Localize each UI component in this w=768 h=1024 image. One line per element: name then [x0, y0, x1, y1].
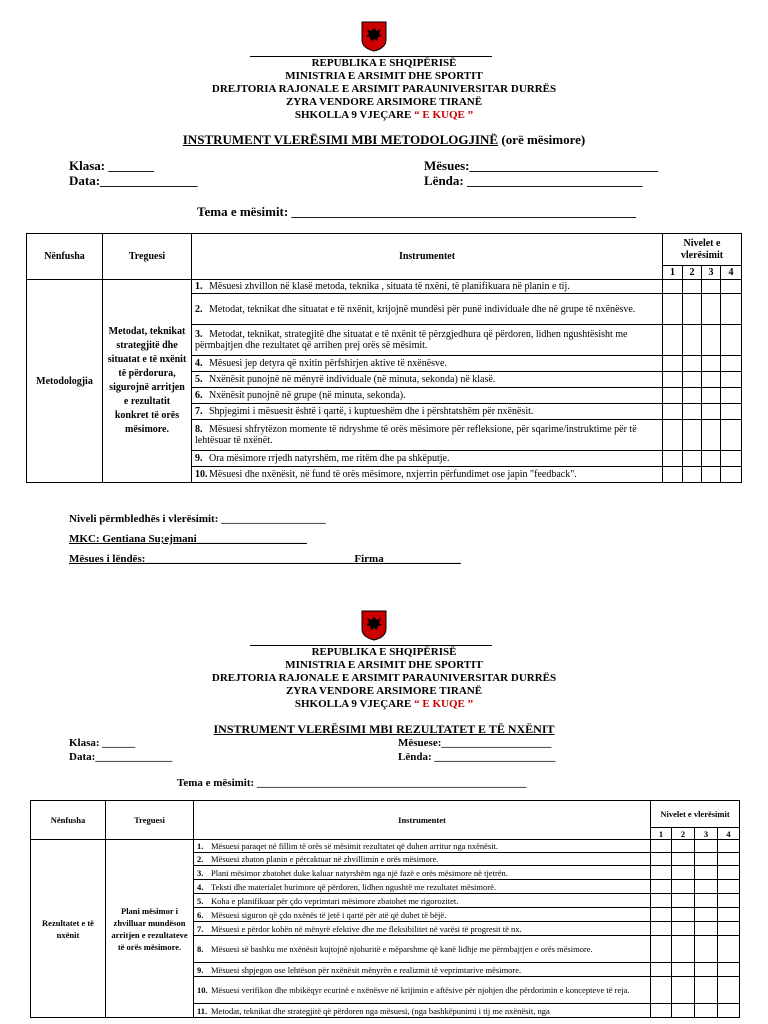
instrument-item: [194, 977, 651, 1004]
rating-cell-4[interactable]: [721, 280, 742, 294]
item-number: 2.: [197, 854, 204, 864]
item-number: 10.: [195, 469, 208, 480]
header-school: [0, 698, 768, 711]
rating-cell-1[interactable]: [663, 420, 683, 451]
rating-cell-3[interactable]: [702, 325, 721, 356]
rating-cell-2[interactable]: [672, 936, 695, 963]
instrument-item: [192, 325, 663, 356]
rating-cell-3[interactable]: [702, 280, 721, 294]
item-number: 6.: [197, 909, 204, 920]
item-number: 3.: [197, 867, 204, 878]
item-text: Metodat, teknikat dhe strategjitë që përdoren nga mësuesi, (nga bashkëpunimi i tij me nxënësit, nga: [211, 1005, 550, 1016]
rating-cell-4[interactable]: [721, 404, 742, 420]
column-header-nivelet: Nivelet e vlerësimit: [663, 234, 742, 266]
item-number: 7.: [197, 923, 204, 934]
rating-cell-1[interactable]: [651, 963, 672, 977]
nenfusha-cell: Metodologjia: [27, 280, 103, 483]
klasa-field[interactable]: Klasa: ______: [69, 737, 136, 749]
instrument-item: [192, 372, 663, 388]
item-number: 2.: [195, 303, 203, 315]
item-number: 3.: [195, 329, 203, 340]
page-title: [0, 132, 768, 148]
column-header-nenfusha: Nënfusha: [31, 801, 106, 840]
rating-cell-3[interactable]: [695, 840, 718, 853]
item-number: 5.: [195, 374, 203, 385]
rating-cell-4[interactable]: [721, 451, 742, 467]
firma-label: Firma: [354, 553, 384, 565]
rating-cell-1[interactable]: [663, 372, 683, 388]
instrument-item: [194, 866, 651, 880]
column-header-treguesi: Treguesi: [106, 801, 194, 840]
rating-cell-4[interactable]: [721, 372, 742, 388]
header-office: ZYRA VENDORE ARSIMORE TIRANË: [285, 685, 483, 697]
rating-cell-2[interactable]: [683, 420, 702, 451]
mkc-name: MKC: Gentiana Su;ejmani: [69, 533, 197, 545]
lenda-field[interactable]: Lënda: ______________________: [398, 751, 556, 763]
item-text: Mësuesi paraqet në fillim të orës së mësimit rezultatet që duhen arritur nga nxënësit.: [211, 841, 499, 851]
rating-cell-2[interactable]: [683, 294, 702, 325]
instrument-item: [192, 356, 663, 372]
mkc-underline: ____________________: [196, 533, 307, 545]
rating-cell-1[interactable]: [663, 356, 683, 372]
firma-underline: ______________: [383, 553, 461, 565]
rating-cell-2[interactable]: [683, 325, 702, 356]
rating-cell-3[interactable]: [702, 388, 721, 404]
klasa-field[interactable]: Klasa: _______: [69, 158, 154, 173]
item-number: 4.: [197, 881, 204, 892]
rating-cell-4[interactable]: [718, 908, 740, 922]
page-title-main: INSTRUMENT VLERËSIMI MBI METODOLOGJINË: [182, 132, 499, 147]
methodology-table: [26, 233, 742, 483]
instrument-item: [192, 294, 663, 325]
rating-cell-2[interactable]: [683, 356, 702, 372]
item-text: Mësuesi siguron që çdo nxënës të jetë i qartë për atë që duhet të bëjë.: [211, 909, 447, 920]
rating-cell-3[interactable]: [695, 922, 718, 936]
tema-field[interactable]: Tema e mësimit: _________________________________________________: [177, 777, 527, 789]
rating-cell-1[interactable]: [651, 936, 672, 963]
rating-cell-2[interactable]: [672, 963, 695, 977]
rating-cell-2[interactable]: [672, 977, 695, 1004]
albania-emblem-icon: [361, 20, 387, 52]
rating-cell-3[interactable]: [695, 853, 718, 866]
item-text: Mësuesi dhe nxënësit, në fund të orës mësimore, nxjerrin përfundimet ose japin "feedback".: [209, 469, 577, 480]
data-field[interactable]: Data:_______________: [69, 173, 198, 188]
tema-field[interactable]: Tema e mësimit: _____________________________________________________: [197, 204, 636, 219]
rating-cell-1[interactable]: [663, 294, 683, 325]
rating-cell-4[interactable]: [721, 325, 742, 356]
item-text: Mësuesi shpjegon ose lehtëson për nxënësit mënyrën e realizmit të veprimtarive mësimore.: [211, 964, 522, 975]
item-number: 8.: [195, 424, 203, 435]
rating-cell-1[interactable]: [663, 388, 683, 404]
mesuese-field[interactable]: Mësuese:____________________: [398, 737, 552, 749]
rating-cell-4[interactable]: [718, 963, 740, 977]
rating-cell-1[interactable]: [663, 280, 683, 294]
item-text: Shpjegimi i mësuesit është i qartë, i kuptueshëm dhe i përshtatshëm për nxënësit.: [209, 406, 534, 417]
instrument-item: [192, 404, 663, 420]
item-text: Mësuesi shfrytëzon momente të ndryshme të orës mësimore për refleksione, për sqarime/instruktime për të lehtësuar të nxënët.: [195, 424, 637, 446]
rating-cell-2[interactable]: [683, 404, 702, 420]
rating-cell-4[interactable]: [721, 294, 742, 325]
rating-cell-3[interactable]: [702, 356, 721, 372]
column-header-nivelet: Nivelet e vlerësimit: [651, 801, 740, 828]
rating-cell-2[interactable]: [672, 840, 695, 853]
item-text: Nxënësit punojnë në mënyrë individuale (në minuta, sekonda) në klasë.: [209, 374, 496, 385]
rating-cell-3[interactable]: [695, 977, 718, 1004]
page-title-main: INSTRUMENT VLERËSIMI MBI REZULTATET E TË NXËNIT: [213, 722, 555, 736]
item-number: 6.: [195, 390, 203, 401]
school-prefix: SHKOLLA 9 VJEÇARE: [294, 109, 412, 121]
rating-cell-4[interactable]: [721, 388, 742, 404]
header-directorate: DREJTORIA RAJONALE E ARSIMIT PARAUNIVERSITAR DURRËS: [211, 83, 557, 95]
level-header-4: 4: [718, 828, 740, 840]
header-directorate: DREJTORIA RAJONALE E ARSIMIT PARAUNIVERSITAR DURRËS: [211, 672, 557, 684]
level-header-1: 1: [651, 828, 672, 840]
rating-cell-2[interactable]: [672, 1004, 695, 1018]
rating-cell-4[interactable]: [718, 866, 740, 880]
rating-cell-2[interactable]: [683, 372, 702, 388]
rating-cell-4[interactable]: [721, 467, 742, 483]
rating-cell-2[interactable]: [672, 922, 695, 936]
instrument-item: [194, 936, 651, 963]
level-header-4: 4: [721, 266, 742, 280]
rating-cell-1[interactable]: [651, 880, 672, 894]
item-number: 9.: [195, 453, 203, 464]
item-text: Mësuesi zbaton planin e përcaktuar në zhvillimin e orës mësimore.: [211, 854, 439, 864]
item-number: 5.: [197, 895, 204, 906]
header-ministry: MINISTRIA E ARSIMIT DHE SPORTIT: [285, 70, 483, 82]
page-title: [0, 722, 768, 737]
item-text: Ora mësimore rrjedh natyrshëm, me ritëm dhe pa shkëputje.: [209, 453, 450, 464]
instrument-item: [194, 853, 651, 866]
column-header-nenfusha: Nënfusha: [27, 234, 103, 280]
instrument-item: [192, 420, 663, 451]
lenda-field[interactable]: Lënda: ___________________________: [424, 173, 643, 188]
rating-cell-1[interactable]: [651, 977, 672, 1004]
rating-cell-3[interactable]: [702, 420, 721, 451]
rating-cell-4[interactable]: [718, 880, 740, 894]
item-number: 11.: [197, 1005, 208, 1016]
item-text: Teksti dhe materialet burimore që përdoren, lidhen ngushtë me rezultatet mësimorë.: [211, 881, 496, 892]
rating-cell-3[interactable]: [695, 866, 718, 880]
signature-line: [69, 553, 461, 565]
rating-cell-2[interactable]: [683, 280, 702, 294]
rating-cell-2[interactable]: [672, 908, 695, 922]
rating-cell-3[interactable]: [695, 936, 718, 963]
treguesi-cell: Plani mësimor i zhvilluar mundëson arritjen e rezultateve të orës mësimore.: [106, 840, 194, 1018]
item-text: Mësuesi së bashku me nxënësit kujtojnë njohuritë e mëparshme që kanë lidhje me përmbajtjen e orës mësimore.: [211, 944, 593, 954]
rating-cell-2[interactable]: [672, 894, 695, 908]
rating-cell-3[interactable]: [702, 467, 721, 483]
rating-cell-3[interactable]: [702, 404, 721, 420]
level-header-1: 1: [663, 266, 683, 280]
rating-cell-1[interactable]: [651, 840, 672, 853]
rating-cell-4[interactable]: [718, 936, 740, 963]
item-number: 8.: [197, 944, 204, 954]
treguesi-cell: Metodat, teknikat strategjitë dhe situatat e të nxënit të përdorura, sigurojnë arritjen e rezultatit konkret të orës mësimore.: [103, 280, 192, 483]
rating-cell-1[interactable]: [651, 853, 672, 866]
item-number: 10.: [197, 985, 208, 995]
school-name: “ E KUQE ”: [414, 698, 474, 710]
instrument-item: [192, 280, 663, 294]
level-header-3: 3: [702, 266, 721, 280]
page-title-suffix: (orë mësimore): [498, 132, 586, 147]
rating-cell-3[interactable]: [702, 372, 721, 388]
rating-cell-3[interactable]: [702, 451, 721, 467]
rating-cell-1[interactable]: [663, 325, 683, 356]
rating-cell-3[interactable]: [695, 908, 718, 922]
item-text: Plani mësimor zbatohet duke kaluar natyrshëm nga një fazë e orës mësimore në tjetrën.: [211, 867, 508, 878]
item-number: 7.: [195, 406, 203, 417]
nenfusha-cell: Rezultatet e të nxënit: [31, 840, 106, 1018]
rating-cell-1[interactable]: [651, 894, 672, 908]
item-text: Koha e planifikuar për çdo veprimtari mësimore zbatohet me rigorozitet.: [211, 895, 459, 906]
rating-cell-4[interactable]: [721, 420, 742, 451]
rating-cell-4[interactable]: [721, 356, 742, 372]
rating-cell-4[interactable]: [718, 977, 740, 1004]
rating-cell-4[interactable]: [718, 853, 740, 866]
instrument-item: [194, 840, 651, 853]
level-header-2: 2: [683, 266, 702, 280]
school-prefix: SHKOLLA 9 VJEÇARE: [294, 698, 412, 710]
item-text: Mësuesi e përdor kohën në mënyrë efektive dhe me fleksibilitet në varësi të progresit të nx.: [211, 923, 522, 934]
header-office: ZYRA VENDORE ARSIMORE TIRANË: [285, 96, 483, 108]
rating-cell-3[interactable]: [695, 1004, 718, 1018]
rating-cell-1[interactable]: [663, 451, 683, 467]
albania-emblem-icon: [361, 609, 387, 641]
rating-cell-2[interactable]: [672, 880, 695, 894]
rating-cell-4[interactable]: [718, 1004, 740, 1018]
rating-cell-2[interactable]: [672, 853, 695, 866]
instrument-item: [194, 963, 651, 977]
rating-cell-2[interactable]: [672, 866, 695, 880]
instrument-item: [194, 922, 651, 936]
rating-cell-1[interactable]: [663, 467, 683, 483]
item-text: Metodat, teknikat, strategjitë dhe situatat e të nxënit të përzgjedhura që përdoren, lidhen ngushtësisht me përmbajtjen dhe rezultatet që arrihen prej orës së mësimit.: [195, 329, 628, 351]
rating-cell-2[interactable]: [683, 451, 702, 467]
item-text: Mësuesi jep detyra që nxitin përfshirjen aktive të nxënësve.: [209, 358, 447, 369]
header-ministry: MINISTRIA E ARSIMIT DHE SPORTIT: [285, 659, 483, 671]
rating-cell-4[interactable]: [718, 840, 740, 853]
level-header-2: 2: [672, 828, 695, 840]
school-name: “ E KUQE ”: [414, 109, 474, 121]
item-number: 4.: [195, 358, 203, 369]
header-republic: REPUBLIKA E SHQIPËRISË: [311, 646, 457, 658]
rating-cell-1[interactable]: [651, 922, 672, 936]
rating-cell-3[interactable]: [695, 880, 718, 894]
item-text: Mësuesi zhvillon në klasë metoda, teknika , situata të nxëni, të planifikuara në planin e tij.: [209, 281, 570, 292]
item-number: 1.: [195, 281, 203, 292]
instrument-item: [194, 880, 651, 894]
instrument-item: [194, 894, 651, 908]
rating-cell-3[interactable]: [702, 294, 721, 325]
rating-cell-4[interactable]: [718, 894, 740, 908]
instrument-item: [194, 908, 651, 922]
instrument-item: [192, 467, 663, 483]
level-header-3: 3: [695, 828, 718, 840]
column-header-instrumentet: Instrumentet: [192, 234, 663, 280]
item-number: 1.: [197, 841, 204, 851]
instrument-item: [192, 451, 663, 467]
learning-outcomes-table: [30, 800, 740, 1018]
mkc-line: [69, 533, 307, 545]
instrument-item: [194, 1004, 651, 1018]
item-text: Nxënësit punojnë në grupe (në minuta, sekonda).: [209, 390, 406, 401]
summary-level-field[interactable]: Niveli përmbledhës i vlerësimit: ___________________: [69, 513, 326, 525]
rating-cell-1[interactable]: [663, 404, 683, 420]
teacher-label: Mësues i lëndës:: [69, 553, 146, 565]
mesues-field[interactable]: Mësues:_____________________________: [424, 158, 658, 173]
rating-cell-3[interactable]: [695, 963, 718, 977]
teacher-underline: ______________________________________: [145, 553, 355, 565]
rating-cell-1[interactable]: [651, 908, 672, 922]
item-text: Metodat, teknikat dhe situatat e të nxënit, krijojnë mundësi për punë individuale dhe në grupe të nxënësve.: [209, 303, 636, 315]
item-number: 9.: [197, 964, 204, 975]
header-school: [0, 109, 768, 122]
column-header-instrumentet: Instrumentet: [194, 801, 651, 840]
rating-cell-1[interactable]: [651, 866, 672, 880]
rating-cell-4[interactable]: [718, 922, 740, 936]
rating-cell-3[interactable]: [695, 894, 718, 908]
rating-cell-1[interactable]: [651, 1004, 672, 1018]
rating-cell-2[interactable]: [683, 388, 702, 404]
data-field[interactable]: Data:______________: [69, 751, 173, 763]
header-republic: REPUBLIKA E SHQIPËRISË: [311, 57, 457, 69]
column-header-treguesi: Treguesi: [103, 234, 192, 280]
item-text: Mësuesi verifikon dhe mbikëqyr ecurinë e nxënësve në krijimin e aftësive për njohjen dhe përdorimin e koncepteve të reja.: [211, 985, 630, 995]
instrument-item: [192, 388, 663, 404]
rating-cell-2[interactable]: [683, 467, 702, 483]
